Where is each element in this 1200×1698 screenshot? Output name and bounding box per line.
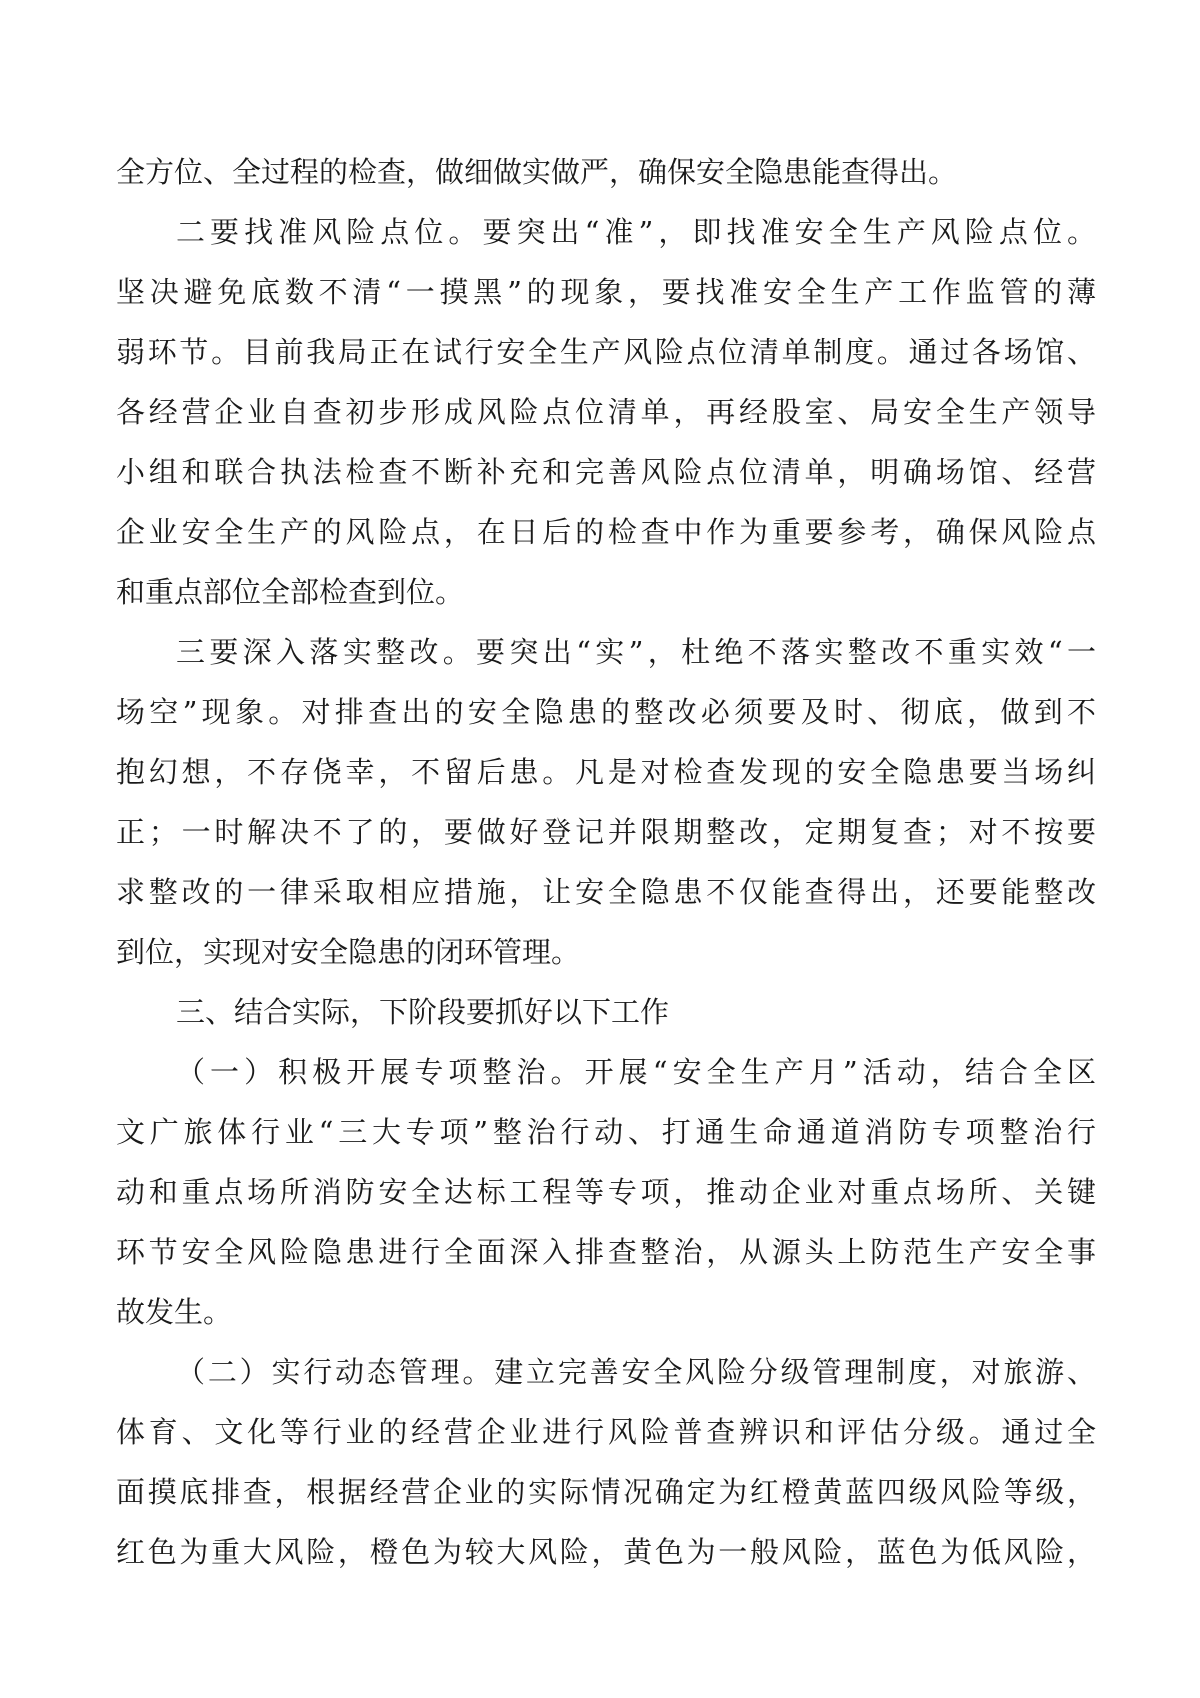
text-line: 各经营企业自查初步形成风险点位清单，再经股室、局安全生产领导 <box>116 395 1096 429</box>
text-line: 二要找准风险点位。要突出“准”，即找准安全生产风险点位。 <box>176 215 1096 249</box>
text-line: 全方位、全过程的检查，做细做实做严，确保安全隐患能查得出。 <box>116 155 958 189</box>
text-line: 体育、文化等行业的经营企业进行风险普查辨识和评估分级。通过全 <box>116 1415 1096 1449</box>
text-line: 故发生。 <box>116 1295 233 1329</box>
text-line: 环节安全风险隐患进行全面深入排查整治，从源头上防范生产安全事 <box>116 1235 1096 1269</box>
text-line: 三要深入落实整改。要突出“实”，杜绝不落实整改不重实效“一 <box>176 635 1096 669</box>
text-line: 面摸底排查，根据经营企业的实际情况确定为红橙黄蓝四级风险等级， <box>116 1475 1096 1509</box>
text-line: 小组和联合执法检查不断补充和完善风险点位清单，明确场馆、经营 <box>116 455 1096 489</box>
text-line: 弱环节。目前我局正在试行安全生产风险点位清单制度。通过各场馆、 <box>116 335 1096 369</box>
text-line: 求整改的一律采取相应措施，让安全隐患不仅能查得出，还要能整改 <box>116 875 1096 909</box>
document-body <box>116 142 1096 1582</box>
text-line: 和重点部位全部检查到位。 <box>116 575 465 609</box>
text-line: 红色为重大风险，橙色为较大风险，黄色为一般风险，蓝色为低风险， <box>116 1535 1096 1569</box>
text-line: （二）实行动态管理。建立完善安全风险分级管理制度，对旅游、 <box>176 1355 1096 1389</box>
text-line: 企业安全生产的风险点，在日后的检查中作为重要参考，确保风险点 <box>116 515 1096 549</box>
section-heading: 三、结合实际，下阶段要抓好以下工作 <box>176 995 670 1029</box>
text-line: 正；一时解决不了的，要做好登记并限期整改，定期复查；对不按要 <box>116 815 1096 849</box>
text-line: 场空”现象。对排查出的安全隐患的整改必须要及时、彻底，做到不 <box>116 695 1096 729</box>
text-line: 坚决避免底数不清“一摸黑”的现象，要找准安全生产工作监管的薄 <box>116 275 1096 309</box>
text-line: 动和重点场所消防安全达标工程等专项，推动企业对重点场所、关键 <box>116 1175 1096 1209</box>
text-line: 文广旅体行业“三大专项”整治行动、打通生命通道消防专项整治行 <box>116 1115 1096 1149</box>
text-line: 到位，实现对安全隐患的闭环管理。 <box>116 935 581 969</box>
text-line: （一）积极开展专项整治。开展“安全生产月”活动，结合全区 <box>176 1055 1096 1089</box>
text-line: 抱幻想，不存侥幸，不留后患。凡是对检查发现的安全隐患要当场纠 <box>116 755 1096 789</box>
